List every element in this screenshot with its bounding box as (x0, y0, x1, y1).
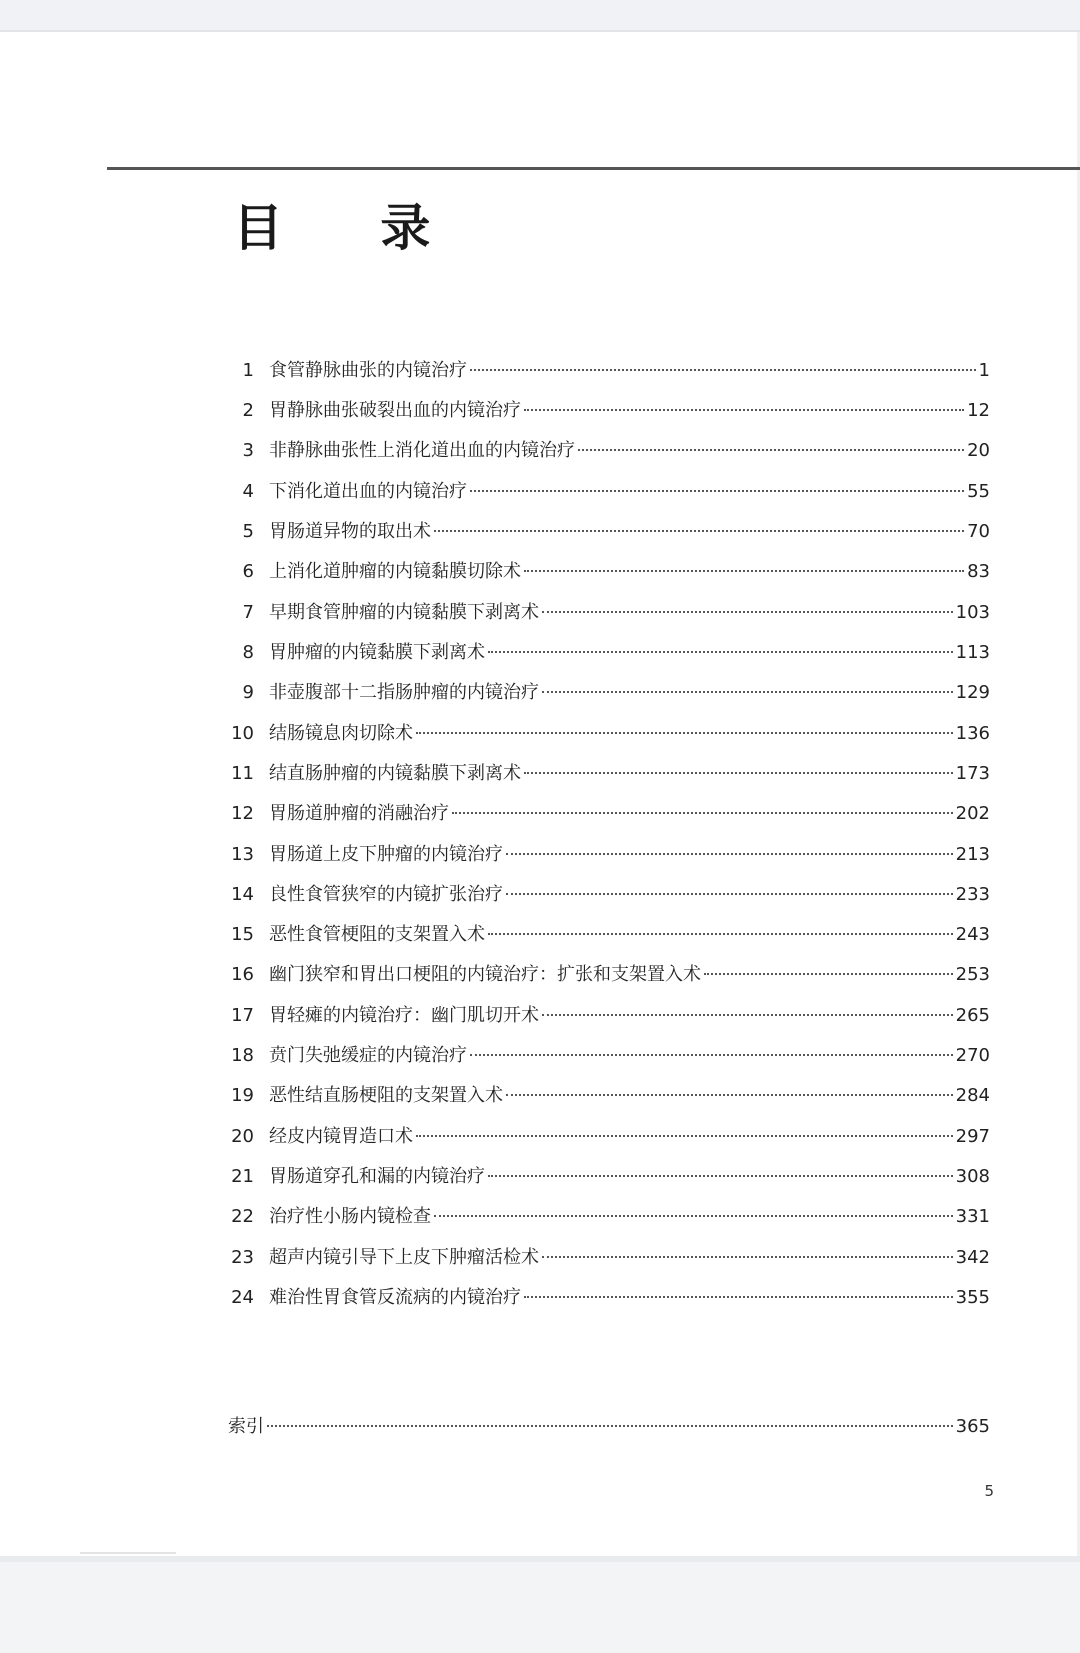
toc-entry-title: 结直肠肿瘤的内镜黏膜下剥离术 (269, 763, 521, 784)
toc-leader-dots (452, 812, 953, 814)
toc-entry (228, 557, 990, 587)
toc-entry (228, 960, 990, 990)
toc-entry (228, 1001, 990, 1031)
toc-entry-title: 上消化道肿瘤的内镜黏膜切除术 (269, 561, 521, 582)
toc-entry-page: 284 (955, 1085, 990, 1106)
toc-leader-dots (524, 772, 953, 774)
toc-leader-dots (524, 409, 964, 411)
toc-entry-number: 4 (242, 481, 254, 502)
toc-entry (228, 436, 990, 466)
toc-entry-number: 6 (242, 561, 254, 582)
toc-entry-number: 9 (242, 682, 254, 703)
toc-entry (228, 598, 990, 628)
toc-entry-title: 早期食管肿瘤的内镜黏膜下剥离术 (269, 602, 539, 623)
toc-leader-dots (267, 1425, 953, 1427)
toc-entry-number: 14 (231, 884, 254, 905)
toc-entry-number: 2 (242, 400, 254, 421)
toc-entry (228, 1202, 990, 1232)
toc-entry-number: 24 (231, 1287, 254, 1308)
toc-entry-title: 胃肠道穿孔和漏的内镜治疗 (269, 1166, 485, 1187)
toc-entry-number: 16 (231, 964, 254, 985)
toc-entry (228, 920, 990, 950)
toc-entry (228, 1081, 990, 1111)
toc-leader-dots (704, 973, 953, 975)
toc-entry-title: 非静脉曲张性上消化道出血的内镜治疗 (269, 440, 575, 461)
toc-leader-dots (524, 1296, 953, 1298)
toc-entry-title: 恶性食管梗阻的支架置入术 (269, 924, 485, 945)
toc-entry (228, 356, 990, 386)
toc-entry-title: 胃静脉曲张破裂出血的内镜治疗 (269, 400, 521, 421)
toc-leader-dots (488, 933, 953, 935)
toc-entry (228, 678, 990, 708)
toc-entry-number: 7 (242, 602, 254, 623)
toc-entry-number: 5 (242, 521, 254, 542)
toc-entry-title: 胃肠道肿瘤的消融治疗 (269, 803, 449, 824)
toc-entry-page: 1 (978, 360, 990, 381)
toc-entry-title: 幽门狭窄和胃出口梗阻的内镜治疗：扩张和支架置入术 (269, 964, 701, 985)
toc-entry-page: 20 (967, 440, 990, 461)
toc-entry-number: 13 (231, 844, 254, 865)
toc-entry-number: 21 (231, 1166, 254, 1187)
toc-leader-dots (506, 853, 953, 855)
toc-entry-page: 113 (955, 642, 990, 663)
toc-leader-dots (488, 651, 953, 653)
toc-entry-page: 355 (955, 1287, 990, 1308)
toc-entry-number: 1 (242, 360, 254, 381)
toc-entry (228, 840, 990, 870)
toc-entry (228, 759, 990, 789)
toc-entry-number: 19 (231, 1085, 254, 1106)
toc-entry-title: 良性食管狭窄的内镜扩张治疗 (269, 884, 503, 905)
toc-entry-title: 食管静脉曲张的内镜治疗 (269, 360, 467, 381)
toc-entry-page: 83 (967, 561, 990, 582)
toc-entry-title: 贲门失弛缓症的内镜治疗 (269, 1045, 467, 1066)
toc-entry-number: 10 (231, 723, 254, 744)
toc-entry-number: 18 (231, 1045, 254, 1066)
toc-entry-title: 胃肿瘤的内镜黏膜下剥离术 (269, 642, 485, 663)
toc-entry-page: 297 (955, 1126, 990, 1147)
toc-entry (228, 799, 990, 829)
toc-leader-dots (506, 893, 953, 895)
toc-entry-page: 331 (955, 1206, 990, 1227)
toc-leader-dots (542, 611, 953, 613)
page-number: 5 (984, 1482, 994, 1500)
toc-entry (228, 1122, 990, 1152)
toc-leader-dots (470, 1054, 953, 1056)
toc-entry-title: 治疗性小肠内镜检查 (269, 1206, 431, 1227)
toc-entry-page: 213 (955, 844, 990, 865)
toc-leader-dots (542, 1256, 953, 1258)
toc-entry-number: 3 (242, 440, 254, 461)
toc-entry-page: 342 (955, 1247, 990, 1268)
toc-entry-title: 恶性结直肠梗阻的支架置入术 (269, 1085, 503, 1106)
toc-entry (228, 517, 990, 547)
toc-entry (228, 477, 990, 507)
toc-entry (228, 1283, 990, 1313)
toc-entry-title: 胃轻瘫的内镜治疗：幽门肌切开术 (269, 1005, 539, 1026)
toc-entry-title: 经皮内镜胃造口术 (269, 1126, 413, 1147)
toc-leader-dots (416, 1135, 953, 1137)
toc-entry-title: 下消化道出血的内镜治疗 (269, 481, 467, 502)
toc-leader-dots (542, 691, 953, 693)
toc-index-page: 365 (955, 1416, 990, 1437)
toc-entry-page: 233 (955, 884, 990, 905)
toc-entry (228, 880, 990, 910)
toc-leader-dots (470, 490, 964, 492)
toc-entry-page: 70 (967, 521, 990, 542)
toc-leader-dots (488, 1175, 953, 1177)
toc-entry-number: 11 (231, 763, 254, 784)
toc-entry (228, 1162, 990, 1192)
toc-entry (228, 1243, 990, 1273)
toc-entry-page: 129 (955, 682, 990, 703)
toc-entry-page: 253 (955, 964, 990, 985)
toc-leader-dots (506, 1094, 953, 1096)
toc-leader-dots (524, 570, 964, 572)
toc-entry-number: 8 (242, 642, 254, 663)
toc-entry-number: 15 (231, 924, 254, 945)
toc-entry-title: 非壶腹部十二指肠肿瘤的内镜治疗 (269, 682, 539, 703)
toc-entry (228, 638, 990, 668)
page-title: 目 录 (233, 199, 471, 257)
toc-entry-page: 243 (955, 924, 990, 945)
toc-entry-page: 202 (955, 803, 990, 824)
toc-leader-dots (470, 369, 976, 371)
toc-entry (228, 396, 990, 426)
toc-leader-dots (578, 449, 964, 451)
toc-entry-page: 55 (967, 481, 990, 502)
toc-leader-dots (434, 530, 964, 532)
toc-entry-page: 308 (955, 1166, 990, 1187)
toc-entry-title: 超声内镜引导下上皮下肿瘤活检术 (269, 1247, 539, 1268)
toc-leader-dots (416, 732, 953, 734)
toc-entry-number: 20 (231, 1126, 254, 1147)
toc-entry (228, 1041, 990, 1071)
toc-entry-title: 胃肠道上皮下肿瘤的内镜治疗 (269, 844, 503, 865)
toc-entry-number: 17 (231, 1005, 254, 1026)
toc-entry-number: 12 (231, 803, 254, 824)
toc-entry-page: 265 (955, 1005, 990, 1026)
toc-entry-title: 难治性胃食管反流病的内镜治疗 (269, 1287, 521, 1308)
toc-entry-page: 12 (967, 400, 990, 421)
toc-leader-dots (434, 1215, 953, 1217)
toc-index-title: 索引 (228, 1416, 264, 1437)
toc-leader-dots (542, 1014, 953, 1016)
toc-entry-number: 23 (231, 1247, 254, 1268)
toc-entry-number: 22 (231, 1206, 254, 1227)
toc-entry-page: 136 (955, 723, 990, 744)
toc-entry-title: 胃肠道异物的取出术 (269, 521, 431, 542)
toc-entry-page: 270 (955, 1045, 990, 1066)
toc-index-entry (228, 1412, 990, 1442)
toc-entry-title: 结肠镜息肉切除术 (269, 723, 413, 744)
toc-entry-page: 173 (955, 763, 990, 784)
toc-entry (228, 719, 990, 749)
toc-entry-page: 103 (955, 602, 990, 623)
